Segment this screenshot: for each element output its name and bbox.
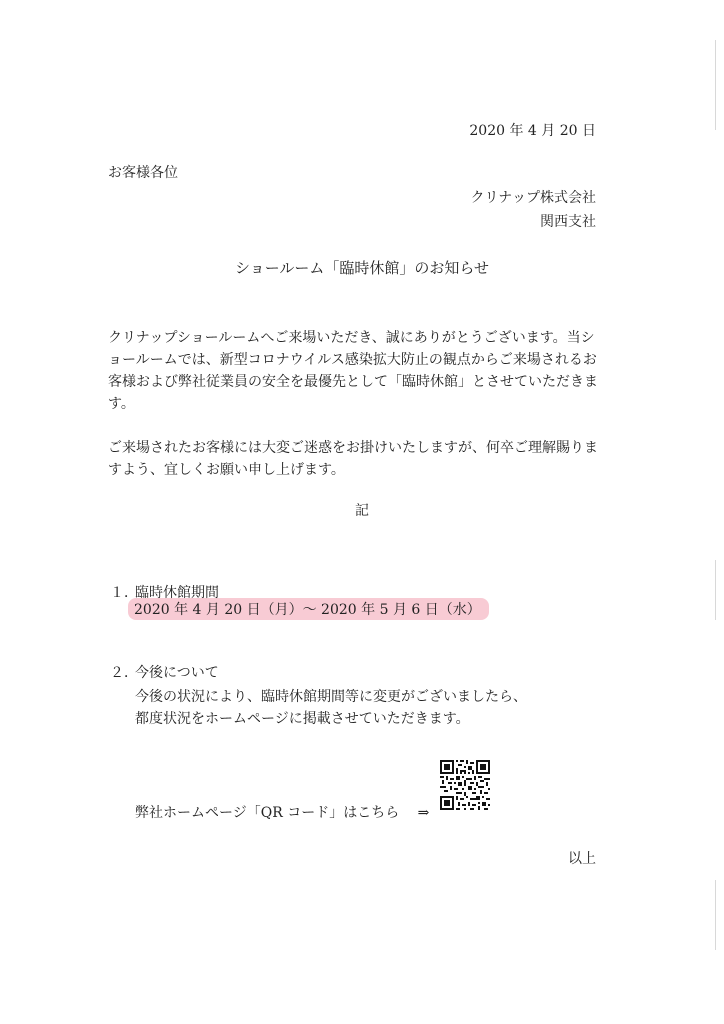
body-paragraph-2: ご来場されたお客様には大変ご迷惑をお掛けいたしますが、何卒ご理解賜りますよう、宜しくお願い申し上げます。 (108, 440, 598, 478)
right-arrow-icon: ⇒ (417, 805, 430, 821)
notice-title: ショールーム「臨時休館」のお知らせ (235, 259, 489, 277)
sender-company: クリナップ株式会社 (470, 190, 596, 206)
qr-label-row (135, 802, 429, 822)
sender-branch: 関西支社 (540, 214, 596, 230)
scan-edge-mark (715, 880, 716, 950)
closing-word: 以上 (568, 851, 596, 867)
section-2-number: ２． (110, 665, 138, 681)
section-2-line-2: 都度状況をホームページに掲載させていただきます。 (135, 711, 470, 727)
section-2-body (135, 686, 527, 730)
section-1-heading: 臨時休館期間 (135, 585, 219, 601)
recipient: お客様各位 (108, 165, 178, 181)
document-date: 2020 年 4 月 20 日 (469, 123, 596, 139)
notice-body (108, 327, 608, 503)
section-2-heading: 今後について (135, 665, 219, 681)
section-2-line-1: 今後の状況により、臨時休館期間等に変更がございましたら、 (135, 689, 527, 705)
closure-period-highlight: 2020 年 4 月 20 日（月）〜 2020 年 5 月 6 日（水） (128, 598, 489, 620)
body-paragraph-1: クリナップショールームへご来場いただき、誠にありがとうございます。当ショールームでは、新型コロナウイルス感染拡大防止の観点からご来場されるお客様および弊社従業員の安全を最優先として「臨時休館」とさせていただきます。 (108, 330, 598, 412)
qr-label: 弊社ホームページ「QR コード」はこちら (135, 805, 400, 821)
closure-period-row (128, 598, 489, 620)
scan-edge-mark (715, 40, 716, 130)
section-1-number: １． (110, 585, 138, 601)
ki-mark: 記 (355, 503, 369, 519)
sender-block (471, 186, 596, 234)
qr-code-icon[interactable] (440, 760, 490, 810)
scan-edge-mark (715, 560, 716, 620)
